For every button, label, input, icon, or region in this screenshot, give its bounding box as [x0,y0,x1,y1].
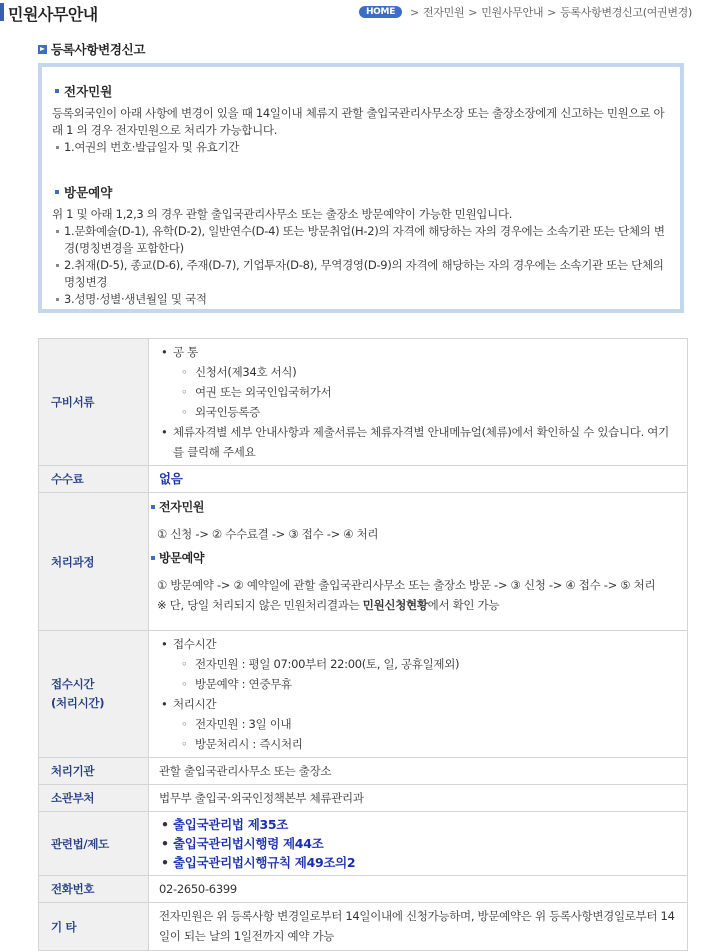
process-value [149,493,688,631]
row-label-phone: 전화번호 [39,876,149,903]
info-box [38,63,684,313]
online-heading [55,82,670,100]
process-online-heading-text: 전자민원 [159,500,205,514]
document-item: ◦ 신청서(제34호 서식) [159,362,679,382]
row-label-agency: 처리기관 [39,758,149,785]
square-bullet-icon [55,190,59,194]
section-subtitle [38,40,145,58]
online-heading-text: 전자민원 [64,84,113,99]
square-bullet-icon [55,89,59,93]
process-note-text: ※ 단, 당일 처리되지 않은 민원처리결과는 [157,598,363,612]
breadcrumb-item-guide[interactable]: 민원사무안내 [481,6,544,19]
document-item: ◦ 외국인등록증 [159,402,679,422]
square-bullet-icon [151,556,155,560]
hours-item: ◦ 전자민원 : 평일 07:00부터 22:00(토, 일, 공휴일제외) [159,654,679,674]
receipt-heading: • 접수시간 [159,634,679,654]
laws-value [149,812,688,876]
hours-value [149,631,688,758]
documents-value [149,339,688,466]
row-label-hours [39,631,149,758]
process-visit-heading-text: 방문예약 [159,551,205,565]
home-link[interactable]: HOME [359,6,402,18]
title-accent-bar [0,3,4,21]
breadcrumb [359,4,692,20]
fee-value [149,466,688,493]
table-row [39,903,688,951]
law-link[interactable]: • 출입국관리법 제35조 [159,815,679,834]
table-row [39,631,688,758]
row-label-laws: 관련법/제도 [39,812,149,876]
row-label-process: 처리과정 [39,493,149,631]
process-online-heading [151,497,679,517]
row-label-etc: 기 타 [39,903,149,951]
documents-note [159,422,679,462]
online-section [52,82,670,156]
hours-item: ◦ 방문예약 : 연중무휴 [159,674,679,694]
process-online-steps: ① 신청 -> ② 수수료결 -> ③ 접수 -> ④ 처리 [157,527,379,541]
table-row [39,466,688,493]
process-visit-steps: ① 방문예약 -> ② 예약일에 관할 출입국관리사무소 또는 출장소 방문 -> ③ 신청 -> ④ 접수 -> ⑤ 처리 [157,578,656,592]
page-header [0,0,708,26]
breadcrumb-item-online[interactable]: 전자민원 [422,6,465,19]
arrow-box-icon [38,45,47,54]
common-heading: • 공 통 [159,342,679,362]
row-label-documents: 구비서류 [39,339,149,466]
process-visit-heading [151,548,679,568]
hours-label-line1: 접수시간 [51,677,95,691]
hours-item: ◦ 전자민원 : 3일 이내 [159,714,679,734]
chevron-right-icon: > [410,5,419,19]
table-row [39,785,688,812]
department-value: 법무부 출입국·외국인정책본부 체류관리과 [149,785,688,812]
table-row [39,339,688,466]
table-row [39,812,688,876]
visit-description: 위 1 및 아래 1,2,3 의 경우 관할 출입국관리사무소 또는 출장소 방문예약이 가능한 민원입니다. [52,207,513,221]
visit-heading-text: 방문예약 [64,185,113,200]
process-note [151,595,679,615]
online-description: 등록외국인이 아래 사항에 변경이 있을 때 14일이내 체류지 관할 출입국관리사무소장 또는 출장소장에게 신고하는 민원으로 아래 1 의 경우 전자민원으로 처리가 가능합니다. [52,106,665,137]
hours-item: ◦ 방문처리시 : 즉시처리 [159,734,679,754]
square-bullet-icon [151,505,155,509]
processing-heading: • 처리시간 [159,694,679,714]
row-label-department: 소관부처 [39,785,149,812]
table-row [39,493,688,631]
visit-section [52,183,670,308]
process-note-tail: 에서 확인 가능 [427,598,500,612]
chevron-right-icon: > [468,5,478,19]
info-table [38,338,688,951]
manual-link[interactable]: 여기를 클릭해 주세요 [173,425,669,459]
application-status-link[interactable]: 민원신청현황 [362,598,428,612]
table-row [39,876,688,903]
document-item: ◦ 여권 또는 외국인입국허가서 [159,382,679,402]
law-link[interactable]: • 출입국관리법시행령 제44조 [159,834,679,853]
breadcrumb-item-current: 등록사항변경신고(여권변경) [560,6,692,19]
chevron-right-icon: > [547,5,557,19]
visit-item: 1.문화예술(D-1), 유학(D-2), 일반연수(D-4) 또는 방문취업(H-2)의 자격에 해당하는 자의 경우에는 소속기관 또는 단체의 변경(명칭변경을 포함한다) [52,223,670,257]
visit-heading [55,183,670,201]
fee-value-text: 없음 [159,471,183,486]
row-label-fee: 수수료 [39,466,149,493]
table-row [39,758,688,785]
hours-label-line2: (처리시간) [51,696,105,710]
documents-note-text: 체류자격별 세부 안내사항과 제출서류는 체류자격별 안내메뉴얼(체류)에서 확인하실 수 있습니다. [173,425,648,439]
etc-value: 전자민원은 위 등록사항 변경일로부터 14일이내에 신청가능하며, 방문예약은 위 등록사항변경일로부터 14일이 되는 날의 1일전까지 예약 가능 [149,903,688,951]
page-title: 민원사무안내 [8,5,98,24]
subtitle-text: 등록사항변경신고 [51,42,146,57]
phone-value: 02-2650-6399 [149,876,688,903]
agency-value: 관할 출입국관리사무소 또는 출장소 [149,758,688,785]
visit-item: 2.취재(D-5), 종교(D-6), 주재(D-7), 기업투자(D-8), 무역경영(D-9)의 자격에 해당하는 자의 경우에는 소속기관 또는 단체의 명칭변경 [52,257,670,291]
visit-item: 3.성명·성별·생년월일 및 국적 [52,291,670,308]
online-item: 1.여권의 번호·발급일자 및 유효기간 [52,139,670,156]
law-link[interactable]: • 출입국관리법시행규칙 제49조의2 [159,853,679,872]
